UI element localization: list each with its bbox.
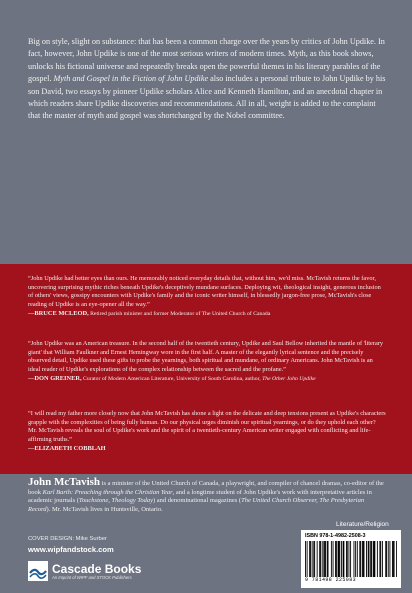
barcode-bar [366,541,367,577]
barcode-bar [322,541,323,577]
barcode-bar [357,541,358,577]
barcode-bar [324,541,325,577]
barcode-bar [343,541,344,577]
barcode-bar [374,541,375,577]
barcode-bar [343,541,344,577]
description-paragraph: Big on style, slight on substance: that has been a common charge over the years by critics of John Updike. In fact, however, John Updike is one of the most serious writers of modern times. Myth, as this book shows, unlocks his fictional universe and repeatedly breaks open the powerful themes in his literary parables of the gospel. Myth and Gospel in the Fiction of John Updike also includes a personal tribute to John Updike by his son David, two essays by pioneer Updike scholars Alice and Kenneth Hamilton, and an anecdotal chapter in which readers share Updike discoveries and recommendations. All in all, weight is added to the complaint that the master of myth and gospel was shortchanged by the Nobel committee. [28,37,386,121]
barcode-bar [359,541,360,577]
barcode-bar [355,541,356,577]
barcode-bar [338,541,339,577]
barcode-bar [328,541,329,577]
barcode-bar [309,541,310,577]
author-name: John McTavish [28,476,101,488]
isbn-number: ISBN 978-1-4982-2508-3 [305,533,366,539]
barcode-bar [310,541,311,577]
barcode-bar [373,541,374,577]
barcode-bar [325,541,326,577]
wave-logo-icon [28,561,48,581]
barcode-bar [368,541,369,577]
barcode-bar [392,541,393,577]
barcode-bar [360,541,361,577]
publisher-logo [28,557,158,585]
cover-design-credit: COVER DESIGN: Mike Surber [28,536,107,542]
barcode-bar [379,541,380,577]
publisher-website: www.wipfandstock.com [28,545,114,554]
barcode-bar [317,541,318,577]
barcode-bar [389,541,390,577]
endorsement-attribution: —BRUCE MCLEOD, Retired parish minister and former Moderator of The United Church of Canada [28,309,271,317]
barcode-bar [374,541,375,577]
barcode-bar [371,541,372,577]
endorsement-1 [28,275,386,318]
barcode-bar [363,541,364,577]
barcode-bar [335,541,336,577]
barcode-bar [336,541,337,577]
endorsement-quote: “I will read my father more closely now that John McTavish has shone a light on the delicate and deep tensions present as Updike's characters grapple with the complexities of being fully human. Do our physical urges diminish our spiritual yearnings, or do they uphold each other? Mr. McTavish reveals the soul of Updike's work and the spirit of a twentieth-century American writer engaged with conflicting and life-affirming truths.” [28,410,386,444]
barcode-bar [320,541,321,577]
book-title: Myth and Gospel in the Fiction of John Updike [53,74,209,84]
barcode-bar [338,541,339,577]
category-label: Literature/Religion [336,521,389,528]
barcode-bar [364,541,365,577]
barcode-bar [346,541,347,577]
barcode-bar [380,541,381,577]
barcode-bar [312,541,313,577]
barcode-bar [362,541,363,577]
barcode-bar [323,541,324,577]
book-description [28,36,386,123]
barcode-bar [388,541,389,577]
barcode-bar [370,541,371,577]
barcode-bar [333,541,334,577]
barcode-bar [327,541,328,577]
barcode-bar [348,541,349,577]
barcode-bar [347,541,348,577]
endorsement-3 [28,410,386,453]
barcode-digits: 9 781498 225083 [305,577,357,583]
barcode-bar [386,541,387,577]
barcode-bar [341,541,342,577]
endorsement-attribution: —DON GREINER, Curator of Modern American Literature, University of South Carolina, author, The Other John Updike [28,374,316,382]
isbn-barcode [301,530,401,588]
barcode-bar [354,541,355,577]
endorsement-attribution: —ELIZABETH COBBLAH [28,444,106,452]
barcode-bar [319,541,320,577]
barcode-bar [307,541,308,577]
barcode-bar [394,541,395,577]
barcode-bar [314,541,315,577]
publisher-name: Cascade Books [52,561,142,576]
barcode-bar [396,541,397,577]
endorsement-quote: “John Updike had better eyes than ours. He memorably noticed everyday details that, without him, we'd miss. McTavish returns the favor, uncovering surprising mythic riches beneath Updike's deceptively mundane surfaces. Deploying wit, theological insight, generous inclusion of others' views, gossipy encounters with Updike's family and the iconic writer himself, in blessedly jargon-free prose, McTavish's close reading of Updike is an eye-opener all the way.” [28,275,381,309]
barcode-bar [331,541,332,577]
barcode-bar [369,541,370,577]
barcode-bar [313,541,314,577]
barcode-bar [350,541,351,577]
endorsement-quote: “John Updike was an American treasure. In the second half of the twentieth century, Updike and Saul Bellow inherited the mantle of 'literary giant' that William Faulkner and Ernest Hemingway wore in the first half. A master of the elegantly lyrical sentence and the precisely observed detail, Updike used these gifts to probe the yearnings, both spiritual and mundane, of ordinary Americans. John McTavish is an ideal reader of Updike's explorations of the complex relationship between the sacred and the profane.” [28,340,383,374]
barcode-bars [305,541,397,577]
publisher-tagline: An Imprint of WIPF and STOCK Publishers [52,574,132,580]
barcode-bar [393,541,394,577]
barcode-bar [377,541,378,577]
barcode-bar [385,541,386,577]
barcode-bar [339,541,340,577]
barcode-bar [305,541,306,577]
barcode-bar [382,541,383,577]
author-bio: John McTavish is a minister of the United Church of Canada, a playwright, and compiler of chancel dramas, co-editor of the book Karl Barth: Preaching through the Christian Year, and a longtime student of John Updike's work with interpretative articles in academic journals (Touchstone, Theology Today) and denominational magazines (The United Church Observer, The Presbyterian Record). Mr. McTavish lives in Huntsville, Ontario. [28,476,384,514]
endorsement-2 [28,340,386,383]
